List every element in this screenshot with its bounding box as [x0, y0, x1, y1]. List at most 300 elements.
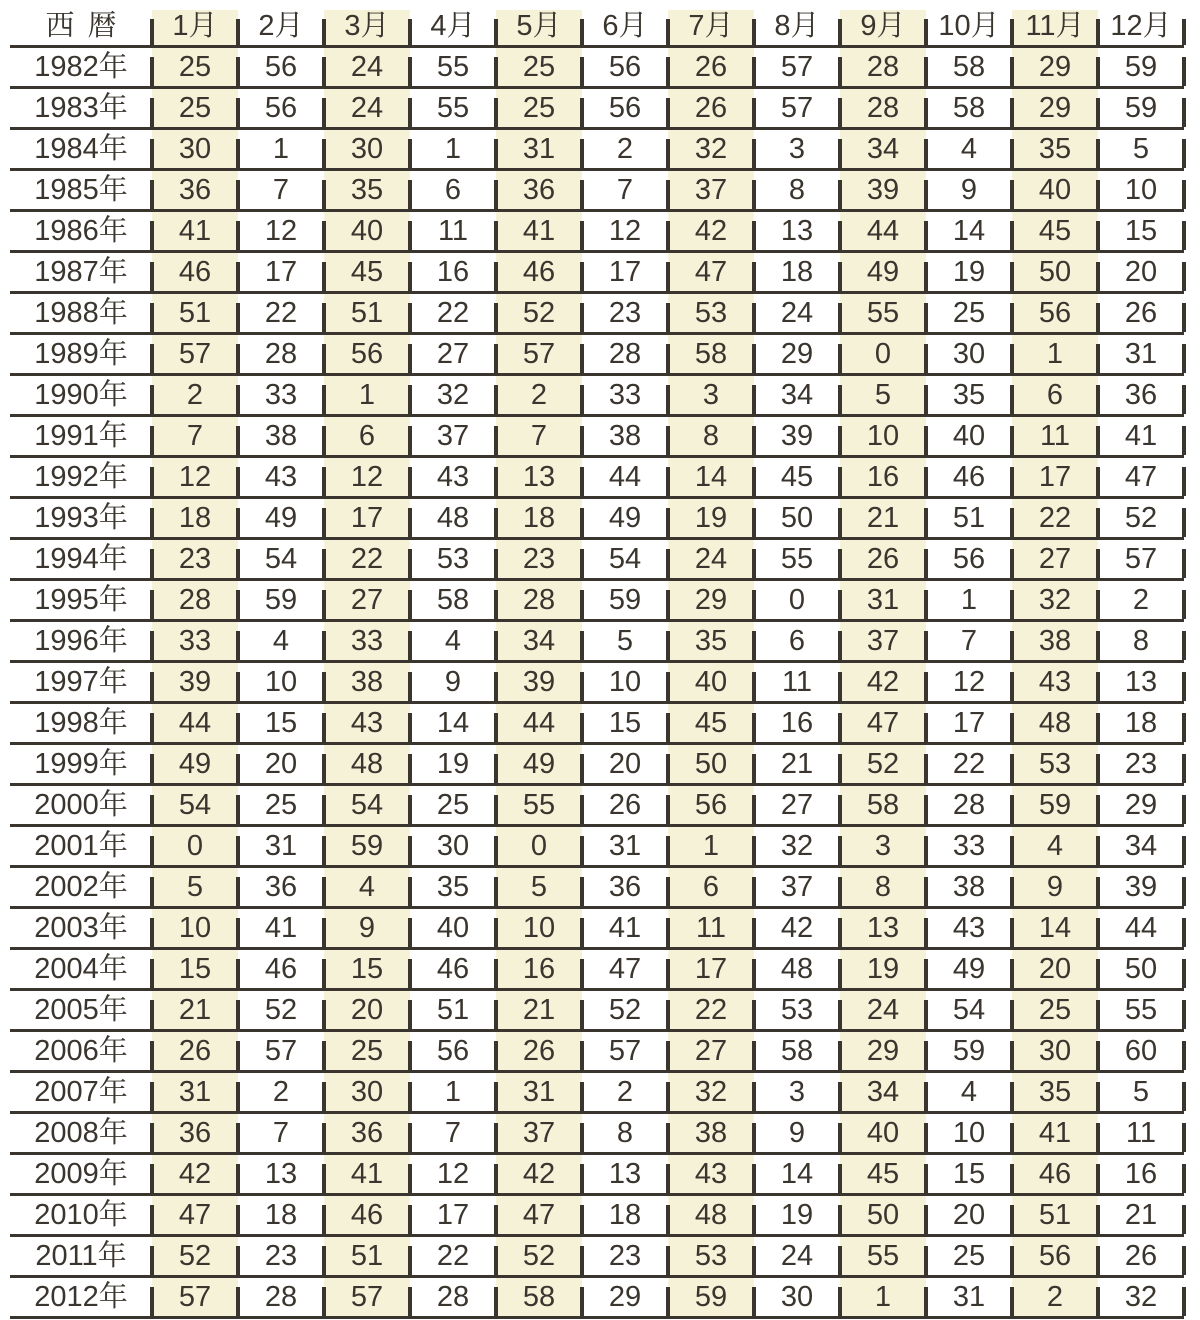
cell-value: 54	[238, 538, 324, 579]
table-row	[10, 784, 1184, 825]
cell-value: 0	[496, 825, 582, 866]
cell-value: 15	[238, 702, 324, 743]
row-year-label: 2012年	[10, 1276, 152, 1317]
cell-value: 12	[152, 456, 238, 497]
cell-value: 46	[410, 948, 496, 989]
cell-value: 28	[582, 333, 668, 374]
cell-value: 15	[152, 948, 238, 989]
cell-value: 22	[410, 292, 496, 333]
cell-value: 56	[668, 784, 754, 825]
cell-value: 57	[754, 46, 840, 87]
cell-value: 28	[238, 1276, 324, 1317]
header-month-3: 3月	[324, 10, 410, 46]
cell-value: 38	[582, 415, 668, 456]
cell-value: 36	[1098, 374, 1184, 415]
cell-value: 45	[668, 702, 754, 743]
row-year-label: 2003年	[10, 907, 152, 948]
cell-value: 28	[410, 1276, 496, 1317]
row-year-label: 2010年	[10, 1194, 152, 1235]
cell-value: 1	[840, 1276, 926, 1317]
cell-value: 43	[324, 702, 410, 743]
row-year-label: 2007年	[10, 1071, 152, 1112]
cell-value: 35	[410, 866, 496, 907]
cell-value: 31	[152, 1071, 238, 1112]
cell-value: 34	[840, 128, 926, 169]
cell-value: 36	[152, 169, 238, 210]
cell-value: 54	[582, 538, 668, 579]
cell-value: 58	[926, 46, 1012, 87]
cell-value: 22	[668, 989, 754, 1030]
cell-value: 40	[926, 415, 1012, 456]
cell-value: 57	[152, 1276, 238, 1317]
cell-value: 31	[840, 579, 926, 620]
cell-value: 24	[324, 46, 410, 87]
row-year-label: 1992年	[10, 456, 152, 497]
row-year-label: 2001年	[10, 825, 152, 866]
year-month-number-table	[10, 10, 1184, 1319]
table-row	[10, 210, 1184, 251]
cell-value: 56	[582, 46, 668, 87]
cell-value: 2	[582, 128, 668, 169]
cell-value: 53	[754, 989, 840, 1030]
cell-value: 11	[410, 210, 496, 251]
cell-value: 18	[152, 497, 238, 538]
cell-value: 33	[926, 825, 1012, 866]
cell-value: 30	[324, 128, 410, 169]
cell-value: 36	[152, 1112, 238, 1153]
cell-value: 14	[410, 702, 496, 743]
cell-value: 53	[668, 1235, 754, 1276]
table-row	[10, 456, 1184, 497]
cell-value: 6	[324, 415, 410, 456]
cell-value: 13	[840, 907, 926, 948]
cell-value: 39	[1098, 866, 1184, 907]
cell-value: 29	[1012, 87, 1098, 128]
cell-value: 7	[410, 1112, 496, 1153]
cell-value: 3	[840, 825, 926, 866]
cell-value: 45	[754, 456, 840, 497]
cell-value: 46	[324, 1194, 410, 1235]
cell-value: 56	[1012, 292, 1098, 333]
cell-value: 20	[582, 743, 668, 784]
cell-value: 26	[152, 1030, 238, 1071]
cell-value: 1	[1012, 333, 1098, 374]
table-row	[10, 497, 1184, 538]
cell-value: 48	[1012, 702, 1098, 743]
cell-value: 10	[152, 907, 238, 948]
cell-value: 49	[238, 497, 324, 538]
cell-value: 24	[754, 292, 840, 333]
cell-value: 55	[754, 538, 840, 579]
cell-value: 44	[582, 456, 668, 497]
table-row	[10, 702, 1184, 743]
cell-value: 58	[410, 579, 496, 620]
cell-value: 24	[668, 538, 754, 579]
header-month-12: 12月	[1098, 10, 1184, 46]
table-row	[10, 538, 1184, 579]
cell-value: 56	[410, 1030, 496, 1071]
cell-value: 59	[582, 579, 668, 620]
cell-value: 5	[1098, 128, 1184, 169]
cell-value: 26	[840, 538, 926, 579]
header-month-9: 9月	[840, 10, 926, 46]
row-year-label: 1994年	[10, 538, 152, 579]
cell-value: 26	[496, 1030, 582, 1071]
cell-value: 56	[582, 87, 668, 128]
cell-value: 32	[410, 374, 496, 415]
cell-value: 18	[496, 497, 582, 538]
cell-value: 59	[926, 1030, 1012, 1071]
cell-value: 37	[840, 620, 926, 661]
cell-value: 58	[926, 87, 1012, 128]
header-month-10: 10月	[926, 10, 1012, 46]
cell-value: 25	[238, 784, 324, 825]
table-row	[10, 333, 1184, 374]
cell-value: 38	[238, 415, 324, 456]
row-year-label: 1998年	[10, 702, 152, 743]
cell-value: 24	[324, 87, 410, 128]
cell-value: 2	[1012, 1276, 1098, 1317]
cell-value: 32	[668, 1071, 754, 1112]
cell-value: 47	[582, 948, 668, 989]
cell-value: 44	[840, 210, 926, 251]
cell-value: 13	[754, 210, 840, 251]
cell-value: 38	[1012, 620, 1098, 661]
cell-value: 10	[926, 1112, 1012, 1153]
table-row	[10, 415, 1184, 456]
cell-value: 30	[152, 128, 238, 169]
cell-value: 1	[238, 128, 324, 169]
table-row	[10, 374, 1184, 415]
cell-value: 58	[840, 784, 926, 825]
cell-value: 47	[1098, 456, 1184, 497]
cell-value: 12	[926, 661, 1012, 702]
table-row	[10, 743, 1184, 784]
cell-value: 9	[410, 661, 496, 702]
cell-value: 31	[1098, 333, 1184, 374]
cell-value: 39	[840, 169, 926, 210]
cell-value: 1	[926, 579, 1012, 620]
cell-value: 13	[582, 1153, 668, 1194]
cell-value: 43	[926, 907, 1012, 948]
cell-value: 2	[582, 1071, 668, 1112]
row-year-label: 2009年	[10, 1153, 152, 1194]
row-year-label: 2004年	[10, 948, 152, 989]
cell-value: 23	[152, 538, 238, 579]
cell-value: 56	[1012, 1235, 1098, 1276]
row-year-label: 1986年	[10, 210, 152, 251]
cell-value: 3	[754, 1071, 840, 1112]
cell-value: 47	[668, 251, 754, 292]
cell-value: 16	[410, 251, 496, 292]
cell-value: 11	[668, 907, 754, 948]
cell-value: 42	[152, 1153, 238, 1194]
cell-value: 39	[152, 661, 238, 702]
row-year-label: 1982年	[10, 46, 152, 87]
cell-value: 32	[1012, 579, 1098, 620]
table-row	[10, 1194, 1184, 1235]
cell-value: 34	[1098, 825, 1184, 866]
table-body	[10, 46, 1184, 1317]
cell-value: 18	[582, 1194, 668, 1235]
cell-value: 26	[668, 46, 754, 87]
cell-value: 46	[1012, 1153, 1098, 1194]
cell-value: 32	[668, 128, 754, 169]
cell-value: 50	[668, 743, 754, 784]
cell-value: 39	[754, 415, 840, 456]
table-row	[10, 251, 1184, 292]
cell-value: 32	[1098, 1276, 1184, 1317]
cell-value: 47	[152, 1194, 238, 1235]
table-row	[10, 620, 1184, 661]
row-year-label: 2008年	[10, 1112, 152, 1153]
cell-value: 55	[840, 292, 926, 333]
cell-value: 21	[1098, 1194, 1184, 1235]
cell-value: 31	[926, 1276, 1012, 1317]
cell-value: 13	[1098, 661, 1184, 702]
cell-value: 3	[668, 374, 754, 415]
cell-value: 31	[582, 825, 668, 866]
cell-value: 7	[152, 415, 238, 456]
cell-value: 51	[324, 292, 410, 333]
cell-value: 57	[1098, 538, 1184, 579]
cell-value: 36	[496, 169, 582, 210]
cell-value: 4	[324, 866, 410, 907]
row-year-label: 1997年	[10, 661, 152, 702]
cell-value: 26	[1098, 292, 1184, 333]
cell-value: 7	[238, 169, 324, 210]
cell-value: 53	[410, 538, 496, 579]
table-row	[10, 1030, 1184, 1071]
cell-value: 30	[410, 825, 496, 866]
cell-value: 35	[1012, 1071, 1098, 1112]
cell-value: 41	[152, 210, 238, 251]
cell-value: 34	[840, 1071, 926, 1112]
cell-value: 56	[238, 87, 324, 128]
cell-value: 48	[324, 743, 410, 784]
cell-value: 20	[324, 989, 410, 1030]
cell-value: 16	[496, 948, 582, 989]
cell-value: 59	[1098, 87, 1184, 128]
row-year-label: 2005年	[10, 989, 152, 1030]
cell-value: 42	[496, 1153, 582, 1194]
cell-value: 1	[668, 825, 754, 866]
cell-value: 8	[668, 415, 754, 456]
cell-value: 12	[238, 210, 324, 251]
cell-value: 43	[238, 456, 324, 497]
header-month-1: 1月	[152, 10, 238, 46]
cell-value: 12	[324, 456, 410, 497]
cell-value: 47	[496, 1194, 582, 1235]
cell-value: 14	[1012, 907, 1098, 948]
cell-value: 2	[238, 1071, 324, 1112]
cell-value: 56	[238, 46, 324, 87]
table-row	[10, 866, 1184, 907]
cell-value: 50	[1098, 948, 1184, 989]
cell-value: 50	[840, 1194, 926, 1235]
cell-value: 40	[668, 661, 754, 702]
cell-value: 59	[1012, 784, 1098, 825]
cell-value: 28	[840, 87, 926, 128]
cell-value: 25	[496, 46, 582, 87]
cell-value: 18	[238, 1194, 324, 1235]
cell-value: 8	[840, 866, 926, 907]
cell-value: 48	[410, 497, 496, 538]
cell-value: 56	[324, 333, 410, 374]
cell-value: 50	[754, 497, 840, 538]
cell-value: 27	[1012, 538, 1098, 579]
cell-value: 45	[1012, 210, 1098, 251]
cell-value: 43	[1012, 661, 1098, 702]
cell-value: 13	[238, 1153, 324, 1194]
cell-value: 16	[754, 702, 840, 743]
cell-value: 37	[754, 866, 840, 907]
cell-value: 53	[1012, 743, 1098, 784]
cell-value: 51	[324, 1235, 410, 1276]
table-row	[10, 989, 1184, 1030]
row-year-label: 1989年	[10, 333, 152, 374]
cell-value: 11	[1098, 1112, 1184, 1153]
cell-value: 44	[152, 702, 238, 743]
cell-value: 17	[410, 1194, 496, 1235]
cell-value: 55	[410, 46, 496, 87]
cell-value: 19	[926, 251, 1012, 292]
table-row	[10, 661, 1184, 702]
cell-value: 38	[324, 661, 410, 702]
cell-value: 0	[754, 579, 840, 620]
cell-value: 4	[926, 1071, 1012, 1112]
cell-value: 23	[238, 1235, 324, 1276]
table-row	[10, 46, 1184, 87]
header-month-11: 11月	[1012, 10, 1098, 46]
cell-value: 0	[152, 825, 238, 866]
cell-value: 43	[668, 1153, 754, 1194]
cell-value: 17	[668, 948, 754, 989]
cell-value: 48	[754, 948, 840, 989]
cell-value: 49	[926, 948, 1012, 989]
cell-value: 8	[754, 169, 840, 210]
cell-value: 45	[324, 251, 410, 292]
cell-value: 46	[496, 251, 582, 292]
cell-value: 31	[496, 128, 582, 169]
cell-value: 40	[410, 907, 496, 948]
cell-value: 27	[754, 784, 840, 825]
cell-value: 42	[754, 907, 840, 948]
cell-value: 8	[1098, 620, 1184, 661]
cell-value: 33	[324, 620, 410, 661]
cell-value: 60	[1098, 1030, 1184, 1071]
cell-value: 4	[1012, 825, 1098, 866]
cell-value: 2	[1098, 579, 1184, 620]
cell-value: 22	[238, 292, 324, 333]
cell-value: 35	[1012, 128, 1098, 169]
table-row	[10, 87, 1184, 128]
cell-value: 38	[668, 1112, 754, 1153]
cell-value: 19	[410, 743, 496, 784]
cell-value: 25	[926, 1235, 1012, 1276]
cell-value: 2	[152, 374, 238, 415]
cell-value: 16	[840, 456, 926, 497]
cell-value: 14	[668, 456, 754, 497]
cell-value: 24	[840, 989, 926, 1030]
cell-value: 29	[840, 1030, 926, 1071]
cell-value: 15	[1098, 210, 1184, 251]
cell-value: 10	[840, 415, 926, 456]
table-row	[10, 1235, 1184, 1276]
cell-value: 22	[926, 743, 1012, 784]
cell-value: 24	[754, 1235, 840, 1276]
cell-value: 55	[496, 784, 582, 825]
cell-value: 19	[668, 497, 754, 538]
cell-value: 20	[1012, 948, 1098, 989]
cell-value: 6	[410, 169, 496, 210]
cell-value: 33	[152, 620, 238, 661]
cell-value: 21	[754, 743, 840, 784]
cell-value: 41	[496, 210, 582, 251]
cell-value: 38	[926, 866, 1012, 907]
cell-value: 19	[840, 948, 926, 989]
cell-value: 54	[324, 784, 410, 825]
cell-value: 28	[496, 579, 582, 620]
cell-value: 25	[410, 784, 496, 825]
table-row	[10, 292, 1184, 333]
cell-value: 9	[926, 169, 1012, 210]
cell-value: 7	[238, 1112, 324, 1153]
cell-value: 52	[496, 292, 582, 333]
cell-value: 2	[496, 374, 582, 415]
cell-value: 52	[1098, 497, 1184, 538]
cell-value: 34	[496, 620, 582, 661]
table-row	[10, 825, 1184, 866]
cell-value: 59	[1098, 46, 1184, 87]
cell-value: 59	[668, 1276, 754, 1317]
cell-value: 27	[410, 333, 496, 374]
table-row	[10, 128, 1184, 169]
cell-value: 37	[496, 1112, 582, 1153]
header-month-5: 5月	[496, 10, 582, 46]
cell-value: 17	[238, 251, 324, 292]
cell-value: 15	[582, 702, 668, 743]
row-year-label: 1999年	[10, 743, 152, 784]
cell-value: 9	[324, 907, 410, 948]
cell-value: 40	[1012, 169, 1098, 210]
cell-value: 10	[582, 661, 668, 702]
cell-value: 59	[238, 579, 324, 620]
cell-value: 19	[754, 1194, 840, 1235]
cell-value: 46	[926, 456, 1012, 497]
cell-value: 57	[754, 87, 840, 128]
cell-value: 25	[1012, 989, 1098, 1030]
header-month-4: 4月	[410, 10, 496, 46]
cell-value: 5	[840, 374, 926, 415]
cell-value: 25	[496, 87, 582, 128]
cell-value: 51	[926, 497, 1012, 538]
cell-value: 33	[238, 374, 324, 415]
row-year-label: 1984年	[10, 128, 152, 169]
cell-value: 18	[754, 251, 840, 292]
cell-value: 4	[238, 620, 324, 661]
cell-value: 5	[582, 620, 668, 661]
row-year-label: 1983年	[10, 87, 152, 128]
cell-value: 25	[152, 87, 238, 128]
cell-value: 27	[668, 1030, 754, 1071]
cell-value: 1	[324, 374, 410, 415]
cell-value: 52	[840, 743, 926, 784]
cell-value: 1	[410, 128, 496, 169]
cell-value: 54	[152, 784, 238, 825]
cell-value: 58	[668, 333, 754, 374]
row-year-label: 1990年	[10, 374, 152, 415]
